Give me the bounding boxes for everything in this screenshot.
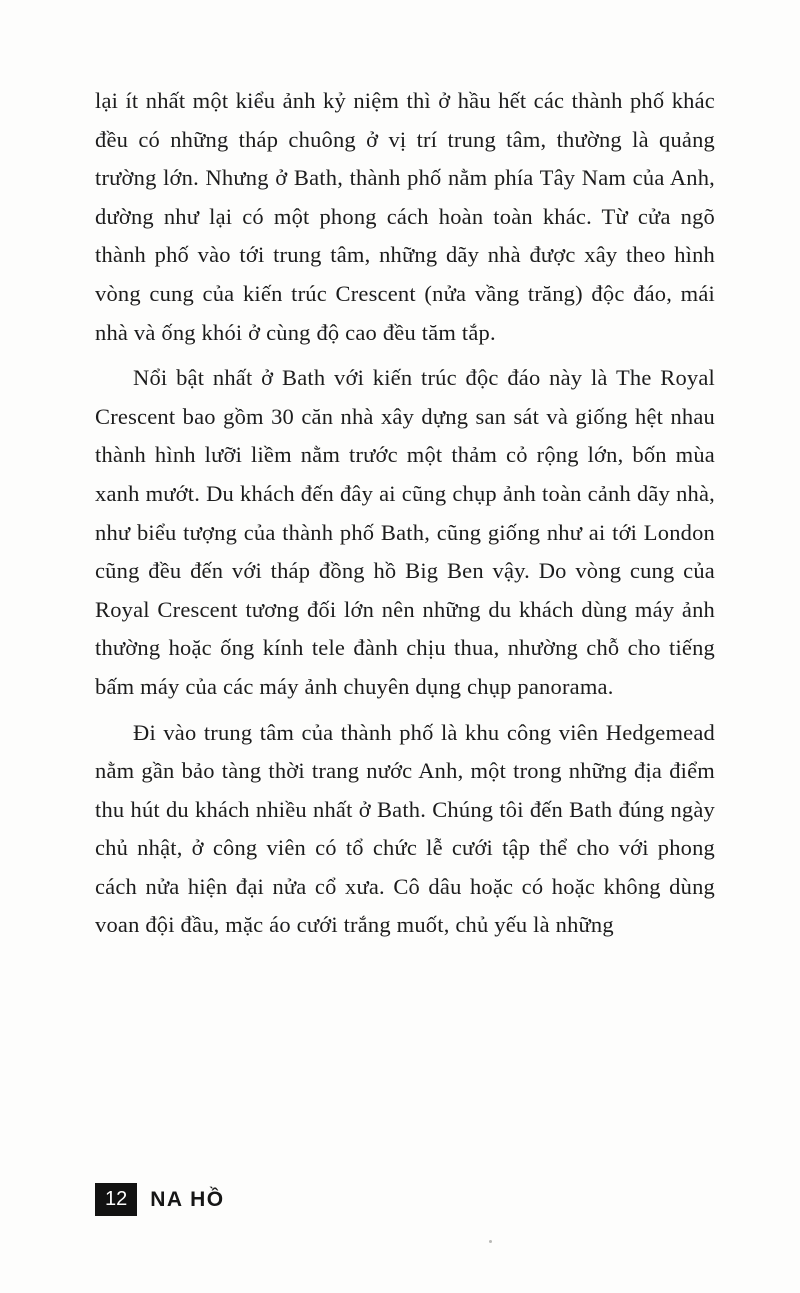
paragraph-1: lại ít nhất một kiểu ảnh kỷ niệm thì ở hầu hết các thành phố khác đều có những tháp chuông ở vị trí trung tâm, thường là quảng trường lớn. Nhưng ở Bath, thành phố nằm phía Tây Nam của Anh, dường như lại có một phong cách hoàn toàn khác. Từ cửa ngõ thành phố vào tới trung tâm, những dãy nhà được xây theo hình vòng cung của kiến trúc Crescent (nửa vầng trăng) độc đáo, mái nhà và ống khói ở cùng độ cao đều tăm tắp. [95,88,715,345]
page-body [95,82,715,945]
page-footer [95,1183,225,1216]
paragraph-2: Nổi bật nhất ở Bath với kiến trúc độc đáo này là The Royal Crescent bao gồm 30 căn nhà xây dựng san sát và giống hệt nhau thành hình lưỡi liềm nằm trước một thảm cỏ rộng lớn, bốn mùa xanh mướt. Du khách đến đây ai cũng chụp ảnh toàn cảnh dãy nhà, như biểu tượng của thành phố Bath, cũng giống như ai tới London cũng đều đến với tháp đồng hồ Big Ben vậy. Do vòng cung của Royal Crescent tương đối lớn nên những du khách dùng máy ảnh thường hoặc ống kính tele đành chịu thua, nhường chỗ cho tiếng bấm máy của các máy ảnh chuyên dụng chụp panorama. [95,365,715,699]
paragraph-3: Đi vào trung tâm của thành phố là khu công viên Hedgemead nằm gần bảo tàng thời trang nước Anh, một trong những địa điểm thu hút du khách nhiều nhất ở Bath. Chúng tôi đến Bath đúng ngày chủ nhật, ở công viên có tổ chức lễ cưới tập thể cho với phong cách nửa hiện đại nửa cổ xưa. Cô dâu hoặc có hoặc không dùng voan đội đầu, mặc áo cưới trắng muốt, chủ yếu là những [95,719,715,938]
page-number: 12 [95,1183,137,1216]
author-name: NA HỒ [150,1187,225,1211]
scan-artifact-dot [489,1240,492,1243]
